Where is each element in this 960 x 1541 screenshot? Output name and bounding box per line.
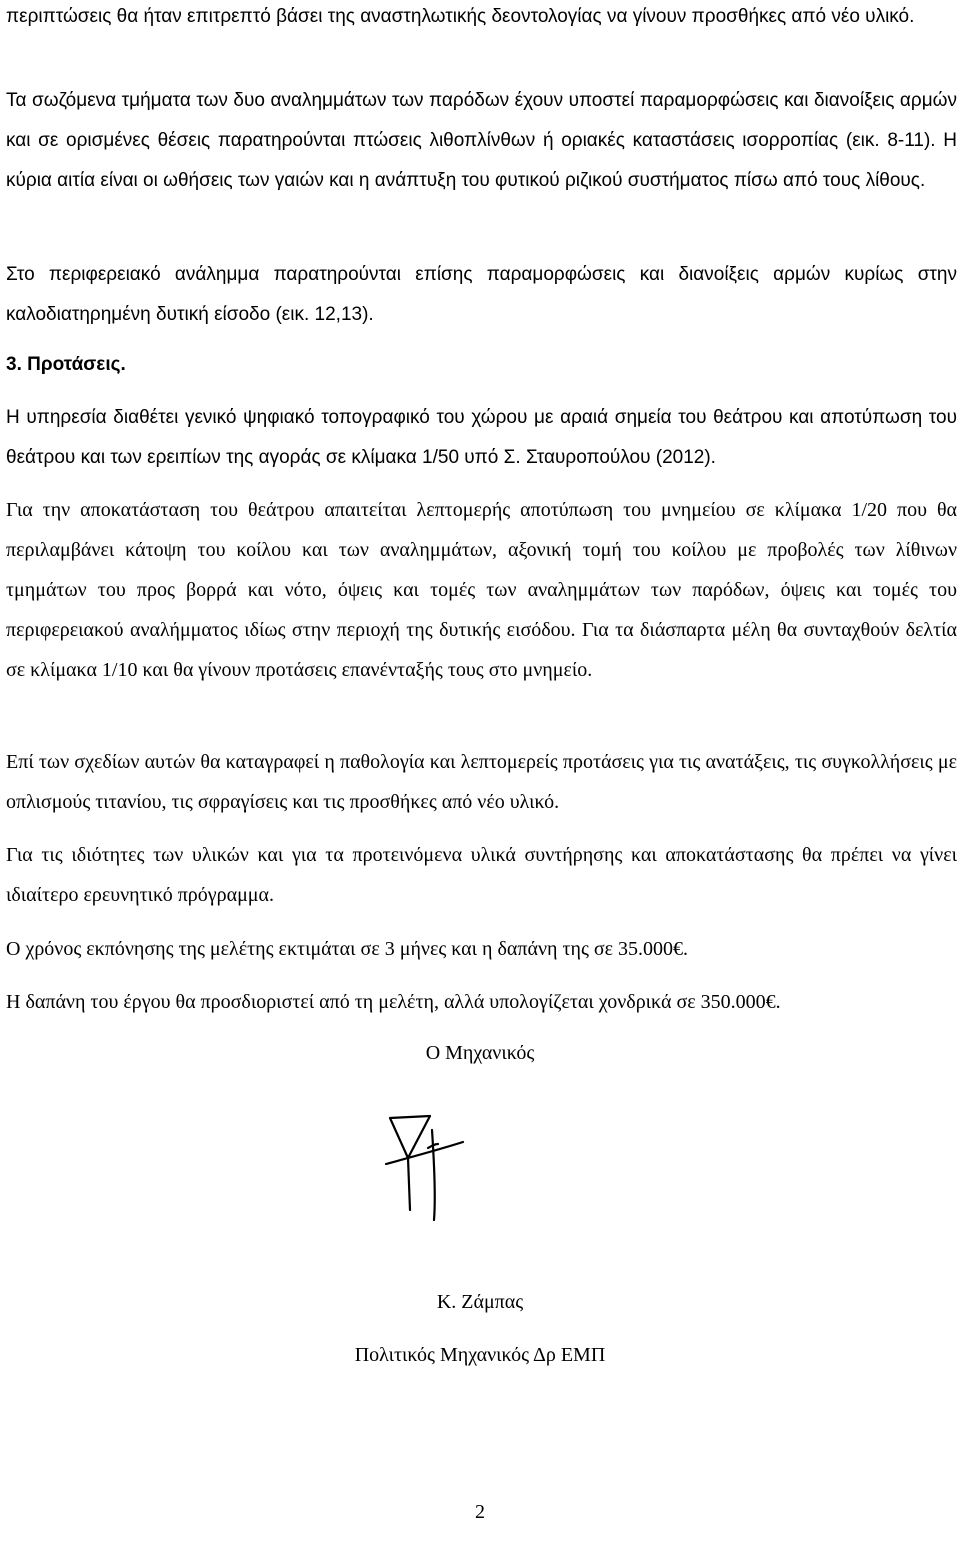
paragraph-materials: Για τις ιδιότητες των υλικών και για τα προτεινόμενα υλικά συντήρησης και αποκατάστασης θα πρέπει να γίνει ιδιαίτερο ερευνητικό πρόγραμμα.: [6, 844, 957, 906]
paragraph-peripheral-wall: Στο περιφερειακό ανάλημμα παρατηρούνται επίσης παραμορφώσεις και διανοίξεις αρμών κυρίως στην καλοδιατηρημένη δυτική είσοδο (εικ. 12,13).: [6, 264, 957, 325]
paragraph-retaining-walls: Τα σωζόμενα τμήματα των δυο αναλημμάτων των παρόδων έχουν υποστεί παραμορφώσεις και διανοίξεις αρμών και σε ορισμένες θέσεις παρατηρούνται πτώσεις λιθοπλίνθων ή οριακές καταστάσεις ισορροπίας (εικ. 8-11). Η κύρια αιτία είναι οι ωθήσεις των γαιών και η ανάπτυξη του φυτικού ριζικού συστήματος πίσω από τους λίθους.: [6, 90, 957, 191]
page-number: 2: [475, 1501, 485, 1523]
signatory-title: Πολιτικός Μηχανικός Δρ ΕΜΠ: [354, 1344, 606, 1366]
paragraph-pathology: Επί των σχεδίων αυτών θα καταγραφεί η παθολογία και λεπτομερείς προτάσεις για τις ανατάξεις, τις συγκολλήσεις με οπλισμούς τιτανίου, τις σφραγίσεις και τις προσθήκες από νέο υλικό.: [6, 751, 957, 813]
signature-role: Ο Μηχανικός: [425, 1042, 535, 1064]
section-heading: 3. Προτάσεις.: [6, 354, 126, 375]
paragraph-restoration-survey: Για την αποκατάσταση του θεάτρου απαιτείται λεπτομερής αποτύπωση του μνημείου σε κλίμακα 1/20 που θα περιλαμβάνει κάτοψη του κοίλου και των αναλημμάτων, αξονική τομή του κοίλου με προβολές των λίθινων τμημάτων του προς βορρά και νότο, όψεις και τομές των αναλημμάτων των παρόδων, όψεις και τομές του περιφερειακού αναλήμματος ιδίως στην περιοχή της δυτικής εισόδου. Για τα διάσπαρτα μέλη θα συνταχθούν δελτία σε κλίμακα 1/10 και θα γίνουν προτάσεις επανένταξής τους στο μνημείο.: [6, 499, 957, 681]
paragraph-service-survey: Η υπηρεσία διαθέτει γενικό ψηφιακό τοπογραφικό του χώρου με αραιά σημεία του θεάτρου και αποτύπωση του θεάτρου και των ερειπίων της αγοράς σε κλίμακα 1/50 υπό Σ. Σταυροπούλου (2012).: [6, 407, 957, 468]
handwritten-signature: [368, 1100, 468, 1250]
paragraph-study-cost: Ο χρόνος εκπόνησης της μελέτης εκτιμάται σε 3 μήνες και η δαπάνη της σε 35.000€.: [6, 938, 689, 960]
signatory-name: Κ. Ζάμπας: [436, 1291, 524, 1313]
paragraph-continuation: περιπτώσεις θα ήταν επιτρεπτό βάσει της αναστηλωτικής δεοντολογίας να γίνουν προσθήκες από νέο υλικό.: [6, 6, 915, 27]
paragraph-project-cost: Η δαπάνη του έργου θα προσδιοριστεί από τη μελέτη, αλλά υπολογίζεται χονδρικά σε 350.000€.: [6, 991, 781, 1013]
